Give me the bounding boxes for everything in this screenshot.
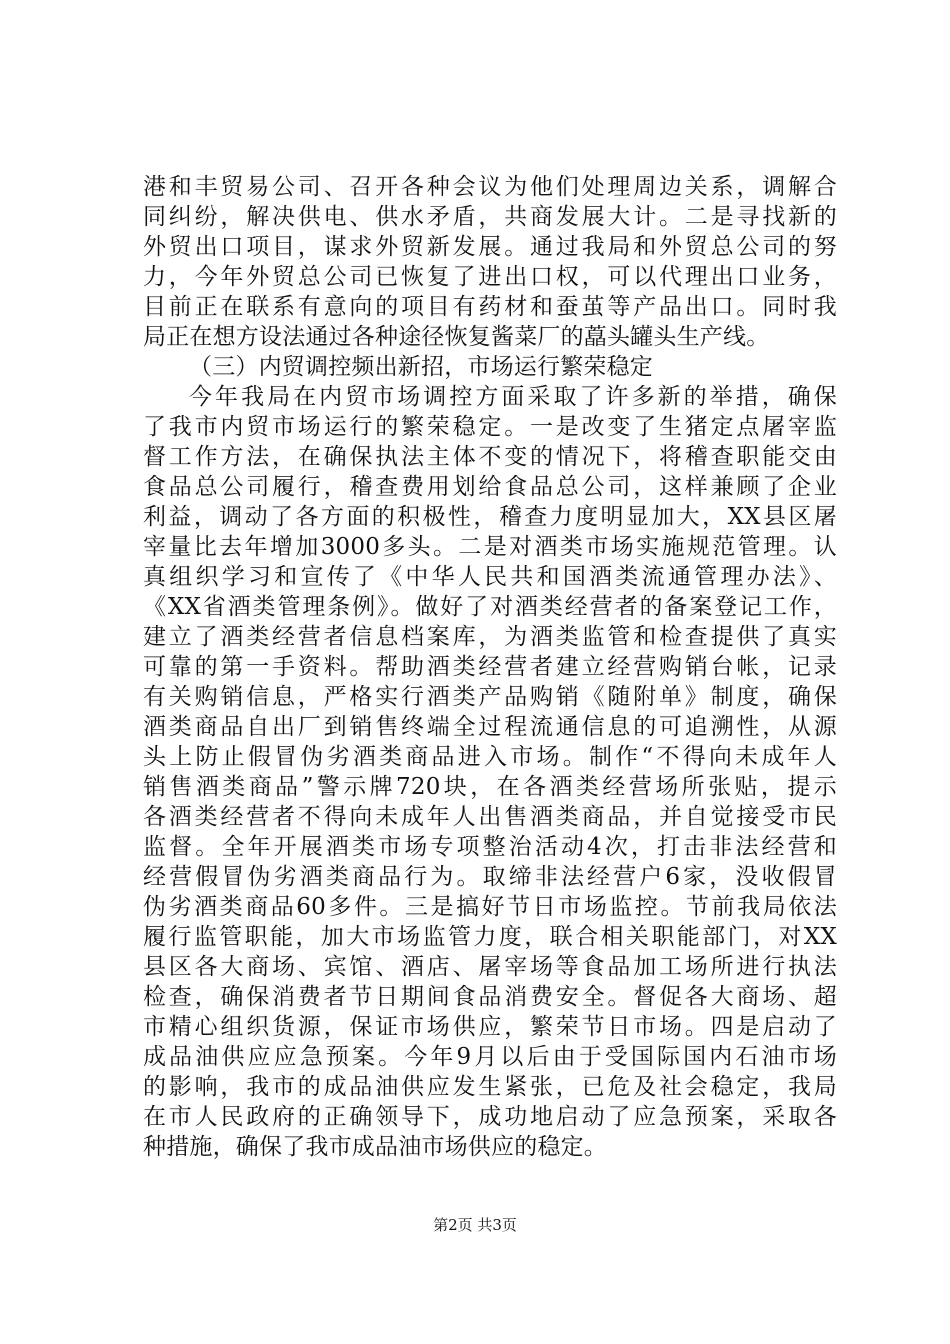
text-line: 监督。全年开展酒类市场专项整治活动4次，打击非法经营和	[143, 834, 837, 860]
section-heading: （三）内贸调控频出新招，市场运行繁荣稳定	[189, 354, 653, 380]
page-footer: 第2页 共3页	[433, 1216, 517, 1234]
text-line: 销售酒类商品”警示牌720块，在各酒类经营场所张贴，提示	[143, 774, 837, 800]
text-line: 有关购销信息，严格实行酒类产品购销《随附单》制度，确保	[143, 684, 837, 710]
text-line: 的影响，我市的成品油供应发生紧张，已危及社会稳定，我局	[143, 1074, 837, 1100]
text-line: 履行监管职能，加大市场监管力度，联合相关职能部门，对XX	[143, 924, 837, 950]
text-line: 局正在想方设法通过各种途径恢复酱菜厂的藠头罐头生产线。	[143, 324, 770, 350]
text-line: 头上防止假冒伪劣酒类商品进入市场。制作“不得向未成年人	[143, 744, 837, 770]
text-line: 市精心组织货源，保证市场供应，繁荣节日市场。四是启动了	[143, 1014, 837, 1040]
text-line: 同纠纷，解决供电、供水矛盾，共商发展大计。二是寻找新的	[143, 204, 837, 230]
body-text	[143, 172, 837, 1162]
text-line: 力，今年外贸总公司已恢复了进出口权，可以代理出口业务，	[143, 264, 837, 290]
text-line: 目前正在联系有意向的项目有药材和蚕茧等产品出口。同时我	[143, 294, 837, 320]
text-line: 伪劣酒类商品60多件。三是搞好节日市场监控。节前我局依法	[143, 894, 837, 920]
text-line: 利益，调动了各方面的积极性，稽查力度明显加大，XX县区屠	[143, 504, 837, 530]
text-line: 经营假冒伪劣酒类商品行为。取缔非法经营户6家，没收假冒	[143, 864, 837, 890]
text-line: 外贸出口项目，谋求外贸新发展。通过我局和外贸总公司的努	[143, 234, 837, 260]
text-line: 督工作方法，在确保执法主体不变的情况下，将稽查职能交由	[143, 444, 837, 470]
text-line: 成品油供应应急预案。今年9月以后由于受国际国内石油市场	[143, 1044, 837, 1070]
text-line: 各酒类经营者不得向未成年人出售酒类商品，并自觉接受市民	[143, 804, 837, 830]
text-line: 《XX省酒类管理条例》。做好了对酒类经营者的备案登记工作，	[143, 594, 837, 620]
text-line: 酒类商品自出厂到销售终端全过程流通信息的可追溯性，从源	[143, 714, 837, 740]
text-line: 县区各大商场、宾馆、酒店、屠宰场等食品加工场所进行执法	[143, 954, 837, 980]
text-line: 真组织学习和宣传了《中华人民共和国酒类流通管理办法》、	[143, 564, 837, 590]
text-line: 了我市内贸市场运行的繁荣稳定。一是改变了生猪定点屠宰监	[143, 414, 837, 440]
text-line: 今年我局在内贸市场调控方面采取了许多新的举措，确保	[189, 384, 837, 410]
text-line: 可靠的第一手资料。帮助酒类经营者建立经营购销台帐，记录	[143, 654, 837, 680]
text-line: 港和丰贸易公司、召开各种会议为他们处理周边关系，调解合	[143, 174, 837, 200]
text-line: 种措施，确保了我市成品油市场供应的稳定。	[143, 1134, 607, 1160]
text-line: 建立了酒类经营者信息档案库，为酒类监管和检查提供了真实	[143, 624, 837, 650]
text-line: 宰量比去年增加3000多头。二是对酒类市场实施规范管理。认	[143, 534, 837, 560]
text-line: 检查，确保消费者节日期间食品消费安全。督促各大商场、超	[143, 984, 837, 1010]
text-line: 食品总公司履行，稽查费用划给食品总公司，这样兼顾了企业	[143, 474, 837, 500]
text-line: 在市人民政府的正确领导下，成功地启动了应急预案，采取各	[143, 1104, 837, 1130]
